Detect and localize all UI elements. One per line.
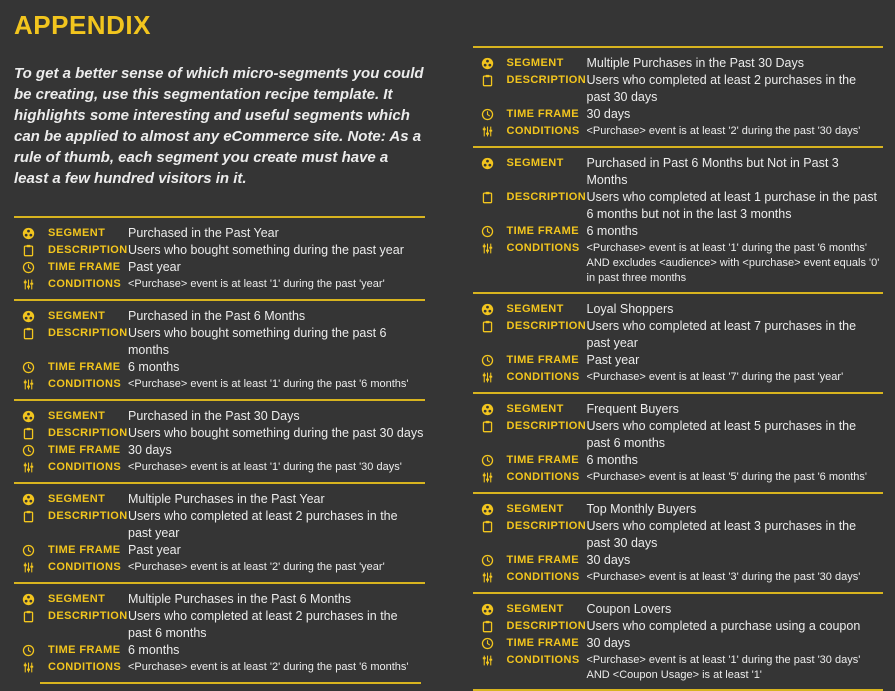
segment-row [481,501,884,518]
description-value: Users who completed at least 1 purchase in the past 6 months but not in the last 3 months [586,190,877,221]
segment-card [14,582,425,682]
conditions-row [481,469,884,486]
clock-icon [481,354,494,367]
description-value: Users who bought something during the past 30 days [128,426,424,440]
sliders-icon [481,242,494,255]
left-column [14,10,425,691]
segment-card [14,299,425,399]
segment-card [473,592,884,689]
conditions-row [22,659,425,676]
description-label: DESCRIPTION [506,620,587,632]
conditions-label: CONDITIONS [48,661,122,673]
clock-icon [481,225,494,238]
description-row [22,325,425,359]
conditions-label: CONDITIONS [48,278,122,290]
segment-pie-icon [481,503,494,516]
time-frame-value: 30 days [586,107,631,121]
segment-card [14,399,425,482]
clipboard-icon [481,74,494,87]
segment-value: Multiple Purchases in the Past 30 Days [586,56,804,70]
description-row [481,518,884,552]
time-frame-label: TIME FRAME [506,354,579,366]
conditions-row [22,276,425,293]
conditions-row [481,240,884,286]
conditions-label: CONDITIONS [506,654,580,666]
segment-card [473,146,884,292]
segment-value: Top Monthly Buyers [586,502,697,516]
time-frame-label: TIME FRAME [506,554,579,566]
conditions-row [481,652,884,683]
conditions-label: CONDITIONS [48,461,122,473]
description-value: Users who bought something during the past 6 months [128,326,387,357]
clock-icon [481,554,494,567]
segment-row [22,491,425,508]
segment-value: Coupon Lovers [586,602,672,616]
segment-label: SEGMENT [48,593,106,605]
segment-pie-icon [22,410,35,423]
conditions-row [481,123,884,140]
clipboard-icon [481,420,494,433]
sliders-icon [481,125,494,138]
description-label: DESCRIPTION [48,327,128,339]
time-frame-label: TIME FRAME [506,225,579,237]
segment-label: SEGMENT [506,503,564,515]
segment-row [481,301,884,318]
segment-pie-icon [481,157,494,170]
right-segment-list [473,46,884,689]
segment-card [14,482,425,582]
description-row [481,189,884,223]
segment-label: SEGMENT [506,603,564,615]
description-label: DESCRIPTION [48,427,128,439]
conditions-label: CONDITIONS [506,471,580,483]
description-value: Users who completed at least 2 purchases in the past 6 months [128,609,398,640]
segment-value: Purchased in the Past Year [128,226,279,240]
conditions-label: CONDITIONS [506,125,580,137]
page-title: APPENDIX [14,10,151,40]
segment-value: Loyal Shoppers [586,302,674,316]
conditions-value: <Purchase> event is at least '1' during the past '6 months' AND excludes <audience> with <purchase> event equals '0' in past three months [586,242,880,284]
description-row [22,242,425,259]
description-row [481,618,884,635]
clock-icon [481,637,494,650]
time-frame-label: TIME FRAME [48,361,121,373]
segment-row [481,155,884,189]
clock-icon [22,444,35,457]
sliders-icon [481,571,494,584]
description-row [22,508,425,542]
conditions-row [481,569,884,586]
description-label: DESCRIPTION [506,74,587,86]
time-frame-value: 6 months [586,453,638,467]
clock-icon [22,261,35,274]
segment-pie-icon [481,603,494,616]
time-frame-value: 6 months [586,224,638,238]
description-row [22,608,425,642]
segment-card [473,492,884,592]
sliders-icon [22,661,35,674]
clipboard-icon [22,427,35,440]
description-row [481,72,884,106]
conditions-value: <Purchase> event is at least '2' during the past '30 days' [586,125,861,137]
segment-pie-icon [22,493,35,506]
segment-row [22,408,425,425]
segment-label: SEGMENT [48,493,106,505]
description-value: Users who bought something during the past year [128,243,404,257]
segment-label: SEGMENT [48,410,106,422]
segment-label: SEGMENT [506,403,564,415]
sliders-icon [22,561,35,574]
description-value: Users who completed at least 2 purchases in the past year [128,509,398,540]
time-frame-value: Past year [128,260,181,274]
sliders-icon [22,278,35,291]
description-value: Users who completed at least 3 purchases in the past 30 days [586,519,857,550]
time-frame-row [22,359,425,376]
conditions-label: CONDITIONS [48,378,122,390]
time-frame-label: TIME FRAME [506,637,579,649]
segment-value: Multiple Purchases in the Past Year [128,492,325,506]
conditions-value: <Purchase> event is at least '2' during the past '6 months' [128,661,409,673]
time-frame-label: TIME FRAME [48,261,121,273]
time-frame-value: 30 days [586,553,631,567]
left-segment-list [14,216,425,682]
time-frame-row [22,259,425,276]
segment-card [14,216,425,299]
time-frame-value: 30 days [128,443,172,457]
clock-icon [481,454,494,467]
left-column-end-divider [40,682,421,684]
clipboard-icon [22,244,35,257]
description-label: DESCRIPTION [506,420,587,432]
time-frame-row [22,642,425,659]
time-frame-row [481,452,884,469]
conditions-value: <Purchase> event is at least '2' during the past 'year' [128,561,385,573]
time-frame-label: TIME FRAME [48,544,121,556]
segment-label: SEGMENT [48,227,106,239]
description-value: Users who completed at least 2 purchases in the past 30 days [586,73,857,104]
sliders-icon [22,378,35,391]
conditions-label: CONDITIONS [506,371,580,383]
segment-pie-icon [481,57,494,70]
description-label: DESCRIPTION [48,610,128,622]
time-frame-value: 6 months [128,360,180,374]
segment-card [473,46,884,146]
segment-pie-icon [22,593,35,606]
sliders-icon [481,471,494,484]
time-frame-row [481,635,884,652]
sliders-icon [22,461,35,474]
right-column [473,10,884,691]
time-frame-row [481,223,884,240]
time-frame-label: TIME FRAME [48,644,121,656]
time-frame-row [22,542,425,559]
segment-label: SEGMENT [506,303,564,315]
sliders-icon [481,654,494,667]
segment-row [22,308,425,325]
segment-label: SEGMENT [506,57,564,69]
segment-value: Purchased in the Past 30 Days [128,409,300,423]
conditions-value: <Purchase> event is at least '1' during the past '30 days' [128,461,402,473]
conditions-row [22,559,425,576]
clipboard-icon [22,327,35,340]
description-value: Users who completed a purchase using a coupon [586,619,861,633]
segment-row [481,601,884,618]
segment-card [473,292,884,392]
conditions-value: <Purchase> event is at least '3' during the past '30 days' [586,571,861,583]
description-row [22,425,425,442]
conditions-value: <Purchase> event is at least '1' during the past 'year' [128,278,385,290]
time-frame-row [481,106,884,123]
description-label: DESCRIPTION [506,191,587,203]
time-frame-row [22,442,425,459]
time-frame-row [481,552,884,569]
clock-icon [22,544,35,557]
segment-value: Multiple Purchases in the Past 6 Months [128,592,352,606]
segment-label: SEGMENT [506,157,564,169]
clipboard-icon [481,191,494,204]
conditions-label: CONDITIONS [506,571,580,583]
description-label: DESCRIPTION [48,510,128,522]
segment-row [481,401,884,418]
description-label: DESCRIPTION [506,320,587,332]
time-frame-label: TIME FRAME [48,444,121,456]
description-row [481,418,884,452]
description-row [481,318,884,352]
conditions-label: CONDITIONS [506,242,580,254]
description-label: DESCRIPTION [506,520,587,532]
segment-value: Purchased in the Past 6 Months [128,309,306,323]
clipboard-icon [481,520,494,533]
conditions-value: <Purchase> event is at least '1' during the past '30 days' AND <Coupon Usage> is at least '1' [586,654,861,681]
description-label: DESCRIPTION [48,244,128,256]
conditions-value: <Purchase> event is at least '7' during the past 'year' [586,371,844,383]
time-frame-row [481,352,884,369]
clock-icon [22,361,35,374]
conditions-row [22,459,425,476]
time-frame-value: Past year [586,353,640,367]
conditions-label: CONDITIONS [48,561,122,573]
segment-row [22,225,425,242]
conditions-row [22,376,425,393]
segment-pie-icon [481,303,494,316]
segment-card [473,392,884,492]
clipboard-icon [22,610,35,623]
segment-value: Purchased in Past 6 Months but Not in Past 3 Months [586,156,839,187]
segment-row [481,55,884,72]
sliders-icon [481,371,494,384]
clock-icon [22,644,35,657]
clipboard-icon [481,620,494,633]
time-frame-value: Past year [128,543,181,557]
conditions-value: <Purchase> event is at least '5' during the past '6 months' [586,471,868,483]
segment-pie-icon [22,227,35,240]
clock-icon [481,108,494,121]
conditions-row [481,369,884,386]
time-frame-value: 30 days [586,636,631,650]
conditions-value: <Purchase> event is at least '1' during the past '6 months' [128,378,409,390]
clipboard-icon [22,510,35,523]
segment-label: SEGMENT [48,310,106,322]
segment-pie-icon [481,403,494,416]
clipboard-icon [481,320,494,333]
segment-value: Frequent Buyers [586,402,679,416]
time-frame-label: TIME FRAME [506,108,579,120]
description-value: Users who completed at least 5 purchases in the past 6 months [586,419,857,450]
intro-paragraph: To get a better sense of which micro-segments you could be creating, use this segmentation recipe template. It highlights some interesting and useful segments which can be applied to almost any eCommerce site. Note: As a rule of thumb, each segment you create must have a least a few hundred visitors in it. [14,65,424,187]
segment-row [22,591,425,608]
description-value: Users who completed at least 7 purchases in the past year [586,319,857,350]
time-frame-value: 6 months [128,643,180,657]
time-frame-label: TIME FRAME [506,454,579,466]
segment-pie-icon [22,310,35,323]
